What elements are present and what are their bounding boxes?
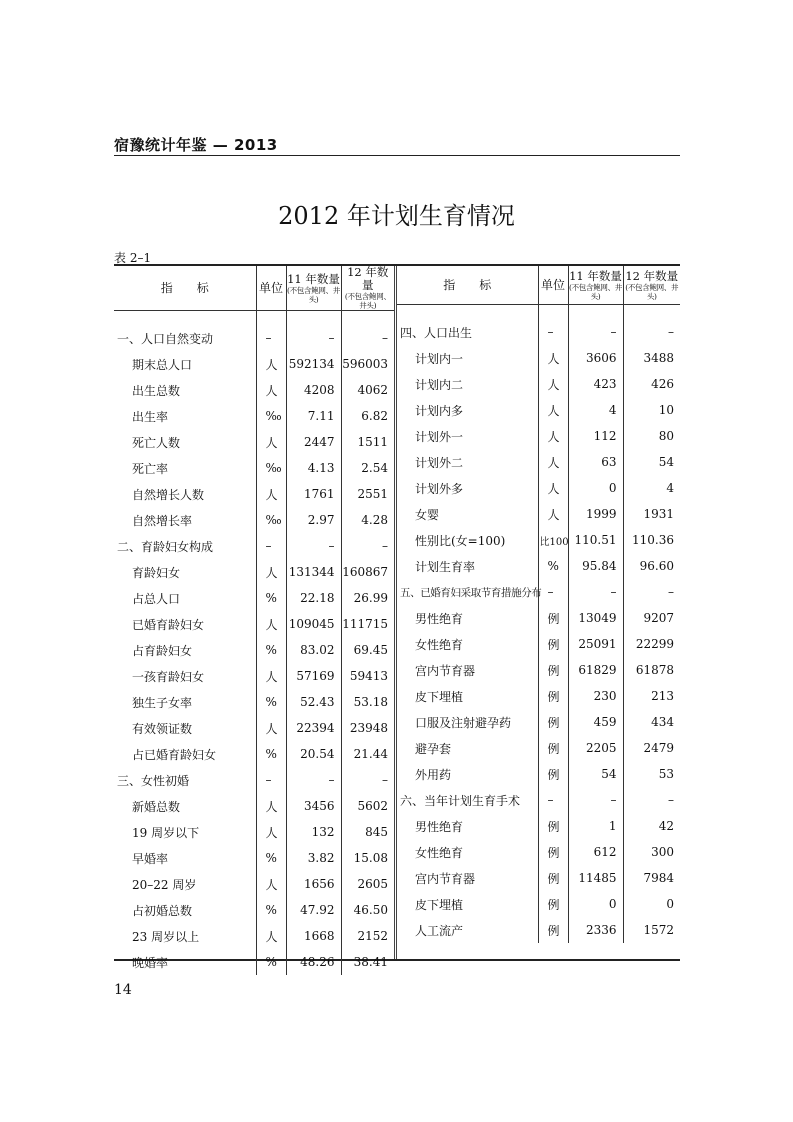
table-row	[114, 403, 394, 429]
table-row	[114, 559, 394, 585]
value-2012-cell: 1931	[623, 501, 680, 527]
value-2012-cell: 434	[623, 709, 680, 735]
value-2012-cell: 46.50	[341, 897, 394, 923]
indicator-cell: 外用药	[415, 767, 452, 782]
unit-cell: %	[256, 845, 286, 871]
unit-cell: 人	[538, 345, 568, 371]
indicator-cell: 已婚育龄妇女	[132, 617, 205, 632]
qty12-label: 12 年数量	[625, 268, 679, 283]
value-2011-cell: 13049	[568, 605, 623, 631]
page-number: 14	[114, 982, 132, 998]
value-2011-cell: –	[286, 311, 341, 352]
value-2011-cell: 4.13	[286, 455, 341, 481]
indicator-cell: 占育龄妇女	[132, 643, 193, 658]
unit-cell: 人	[256, 871, 286, 897]
unit-cell: 人	[256, 611, 286, 637]
table-row	[397, 683, 680, 709]
unit-cell: –	[538, 579, 568, 605]
left-table-body	[114, 311, 394, 976]
table-row	[114, 767, 394, 793]
unit-header: 单位	[256, 266, 286, 311]
table-row	[397, 397, 680, 423]
value-2011-cell: 1	[568, 813, 623, 839]
unit-cell: 例	[538, 761, 568, 787]
table-row	[114, 819, 394, 845]
indicator-cell: 自然增长人数	[132, 487, 205, 502]
left-panel	[114, 265, 397, 970]
value-2012-cell: 23948	[341, 715, 394, 741]
value-2011-cell: 112	[568, 423, 623, 449]
value-2011-cell: –	[568, 305, 623, 346]
value-2012-cell: 59413	[341, 663, 394, 689]
value-2011-cell: 2.97	[286, 507, 341, 533]
table-row	[397, 449, 680, 475]
value-2012-cell: 4062	[341, 377, 394, 403]
table-row	[397, 371, 680, 397]
unit-cell: 比100	[538, 527, 568, 553]
unit-cell: 人	[256, 819, 286, 845]
unit-cell: %	[256, 585, 286, 611]
table-row	[114, 637, 394, 663]
table-row	[114, 949, 394, 975]
indicator-cell: 女性绝育	[415, 845, 464, 860]
value-2012-cell: 213	[623, 683, 680, 709]
table-row	[397, 709, 680, 735]
value-2012-cell: 10	[623, 397, 680, 423]
value-2012-cell: 5602	[341, 793, 394, 819]
table-row	[114, 923, 394, 949]
table-row	[114, 871, 394, 897]
unit-header: 单位	[538, 266, 568, 305]
indicator-cell: 育龄妇女	[132, 565, 181, 580]
value-2012-cell: –	[341, 311, 394, 352]
value-2012-cell: 42	[623, 813, 680, 839]
indicator-cell: 计划内多	[415, 403, 464, 418]
value-2012-cell: 53.18	[341, 689, 394, 715]
header-row	[397, 266, 680, 305]
value-2012-cell: 1511	[341, 429, 394, 455]
qty12-header	[341, 266, 394, 311]
unit-cell: 例	[538, 735, 568, 761]
value-2011-cell: 3456	[286, 793, 341, 819]
table-row	[397, 475, 680, 501]
value-2012-cell: 9207	[623, 605, 680, 631]
value-2011-cell: 52.43	[286, 689, 341, 715]
unit-cell: 人	[256, 481, 286, 507]
value-2011-cell: –	[568, 579, 623, 605]
value-2011-cell: 1999	[568, 501, 623, 527]
indicator-cell: 性别比(女=100)	[415, 533, 506, 548]
value-2012-cell: 61878	[623, 657, 680, 683]
qty11-header	[568, 266, 623, 305]
table-row	[114, 741, 394, 767]
indicator-cell: 死亡率	[132, 461, 169, 476]
qty11-note: (不包含鲍网、井头)	[568, 282, 623, 301]
value-2011-cell: 459	[568, 709, 623, 735]
table-row	[114, 663, 394, 689]
indicator-cell: 有效领证数	[132, 721, 193, 736]
indicator-cell: 出生率	[132, 409, 169, 424]
indicator-cell: 20–22 周岁	[132, 877, 197, 892]
unit-cell: 人	[256, 923, 286, 949]
qty12-note: (不包含鲍网、井头)	[625, 282, 679, 301]
indicator-cell: 人工流产	[415, 923, 464, 938]
indicator-cell: 一孩育龄妇女	[132, 669, 205, 684]
table-row	[397, 501, 680, 527]
value-2011-cell: 95.84	[568, 553, 623, 579]
unit-cell: 例	[538, 839, 568, 865]
indicator-cell: 二、育龄妇女构成	[117, 539, 214, 554]
table-row	[397, 527, 680, 553]
value-2011-cell: 2205	[568, 735, 623, 761]
value-2012-cell: 2605	[341, 871, 394, 897]
unit-cell: –	[256, 311, 286, 352]
value-2011-cell: 61829	[568, 657, 623, 683]
value-2012-cell: –	[341, 533, 394, 559]
indicator-cell: 占初婚总数	[132, 903, 193, 918]
table-row	[397, 605, 680, 631]
value-2012-cell: 21.44	[341, 741, 394, 767]
indicator-cell: 自然增长率	[132, 513, 193, 528]
unit-cell: 人	[538, 449, 568, 475]
unit-cell: ‰	[256, 507, 286, 533]
indicator-cell: 一、人口自然变动	[117, 331, 214, 346]
value-2011-cell: 2447	[286, 429, 341, 455]
table-label: 表 2–1	[114, 251, 152, 265]
table-row	[397, 839, 680, 865]
value-2011-cell: 0	[568, 475, 623, 501]
indicator-cell: 三、女性初婚	[117, 773, 190, 788]
page-title: 2012 年计划生育情况	[278, 202, 515, 230]
indicator-cell: 宫内节育器	[415, 663, 476, 678]
value-2011-cell: 110.51	[568, 527, 623, 553]
value-2011-cell: 131344	[286, 559, 341, 585]
value-2012-cell: 596003	[341, 351, 394, 377]
value-2011-cell: –	[286, 767, 341, 793]
qty12-note: (不包含鲍网、井头)	[344, 292, 391, 310]
indicator-header: 指 标	[397, 266, 538, 305]
value-2011-cell: 25091	[568, 631, 623, 657]
header-row	[114, 266, 394, 311]
unit-cell: %	[256, 637, 286, 663]
value-2012-cell: 22299	[623, 631, 680, 657]
indicator-cell: 19 周岁以下	[132, 825, 200, 840]
value-2012-cell: 96.60	[623, 553, 680, 579]
unit-cell: 人	[256, 793, 286, 819]
indicator-cell: 早婚率	[132, 851, 169, 866]
value-2012-cell: –	[341, 767, 394, 793]
left-table	[114, 266, 394, 975]
unit-cell: 人	[256, 351, 286, 377]
table-row	[397, 423, 680, 449]
indicator-cell: 期末总人口	[132, 357, 193, 372]
indicator-header: 指 标	[114, 266, 256, 311]
indicator-cell: 新婚总数	[132, 799, 181, 814]
unit-cell: %	[256, 741, 286, 767]
unit-cell: 例	[538, 891, 568, 917]
unit-cell: %	[256, 949, 286, 975]
value-2011-cell: 54	[568, 761, 623, 787]
table-row	[114, 897, 394, 923]
table-row	[114, 585, 394, 611]
value-2011-cell: 3606	[568, 345, 623, 371]
value-2011-cell: 1668	[286, 923, 341, 949]
value-2011-cell: 1656	[286, 871, 341, 897]
unit-cell: –	[538, 305, 568, 346]
indicator-cell: 计划内一	[415, 351, 464, 366]
value-2012-cell: 1572	[623, 917, 680, 943]
value-2012-cell: 300	[623, 839, 680, 865]
indicator-cell: 四、人口出生	[400, 325, 473, 340]
table-row	[114, 715, 394, 741]
table-row	[397, 579, 680, 605]
table-row	[114, 429, 394, 455]
unit-cell: –	[256, 533, 286, 559]
table-row	[114, 533, 394, 559]
table-row	[114, 845, 394, 871]
indicator-cell: 出生总数	[132, 383, 181, 398]
indicator-cell: 占已婚育龄妇女	[132, 747, 217, 762]
unit-cell: 人	[256, 377, 286, 403]
value-2011-cell: 11485	[568, 865, 623, 891]
value-2012-cell: –	[623, 305, 680, 346]
right-table	[397, 266, 680, 943]
indicator-cell: 五、已婚育妇采取节育措施分布	[400, 586, 542, 599]
value-2012-cell: 2551	[341, 481, 394, 507]
value-2011-cell: 1761	[286, 481, 341, 507]
value-2012-cell: 111715	[341, 611, 394, 637]
indicator-cell: 死亡人数	[132, 435, 181, 450]
table-row	[397, 735, 680, 761]
qty12-label: 12 年数量	[347, 265, 389, 292]
table-row	[397, 553, 680, 579]
value-2011-cell: 592134	[286, 351, 341, 377]
table-row	[397, 631, 680, 657]
value-2011-cell: 7.11	[286, 403, 341, 429]
value-2012-cell: 845	[341, 819, 394, 845]
unit-cell: %	[256, 689, 286, 715]
value-2012-cell: 15.08	[341, 845, 394, 871]
value-2011-cell: 0	[568, 891, 623, 917]
unit-cell: 例	[538, 865, 568, 891]
indicator-cell: 独生子女率	[132, 695, 193, 710]
table-row	[114, 611, 394, 637]
value-2011-cell: 132	[286, 819, 341, 845]
unit-cell: 人	[538, 501, 568, 527]
value-2012-cell: 7984	[623, 865, 680, 891]
qty12-header	[623, 266, 680, 305]
value-2012-cell: 160867	[341, 559, 394, 585]
indicator-cell: 计划外多	[415, 481, 464, 496]
unit-cell: %	[256, 897, 286, 923]
qty11-label: 11 年数量	[287, 271, 340, 286]
indicator-cell: 计划生育率	[415, 559, 476, 574]
unit-cell: 人	[256, 429, 286, 455]
indicator-cell: 口服及注射避孕药	[415, 715, 512, 730]
value-2011-cell: –	[286, 533, 341, 559]
indicator-cell: 晚婚率	[132, 955, 169, 970]
value-2011-cell: 47.92	[286, 897, 341, 923]
unit-cell: 例	[538, 657, 568, 683]
value-2012-cell: –	[623, 579, 680, 605]
table-row	[114, 507, 394, 533]
value-2012-cell: 80	[623, 423, 680, 449]
table-row	[114, 351, 394, 377]
table-row	[114, 793, 394, 819]
value-2012-cell: 110.36	[623, 527, 680, 553]
right-panel	[397, 266, 680, 959]
indicator-cell: 宫内节育器	[415, 871, 476, 886]
running-head: 宿豫统计年鉴 — 2013	[114, 136, 278, 154]
table-row	[397, 865, 680, 891]
unit-cell: 例	[538, 683, 568, 709]
value-2012-cell: –	[623, 787, 680, 813]
indicator-cell: 男性绝育	[415, 819, 464, 834]
unit-cell: %	[538, 553, 568, 579]
value-2012-cell: 69.45	[341, 637, 394, 663]
table-row	[397, 813, 680, 839]
unit-cell: 例	[538, 917, 568, 943]
value-2011-cell: –	[568, 787, 623, 813]
value-2012-cell: 54	[623, 449, 680, 475]
value-2011-cell: 22394	[286, 715, 341, 741]
right-table-body	[397, 305, 680, 944]
value-2012-cell: 53	[623, 761, 680, 787]
indicator-cell: 占总人口	[132, 591, 181, 606]
value-2011-cell: 22.18	[286, 585, 341, 611]
unit-cell: 例	[538, 709, 568, 735]
value-2011-cell: 3.82	[286, 845, 341, 871]
indicator-cell: 计划外二	[415, 455, 464, 470]
indicator-cell: 男性绝育	[415, 611, 464, 626]
value-2012-cell: 38.41	[341, 949, 394, 975]
value-2011-cell: 4	[568, 397, 623, 423]
value-2011-cell: 612	[568, 839, 623, 865]
unit-cell: ‰	[256, 403, 286, 429]
unit-cell: 人	[538, 475, 568, 501]
indicator-cell: 23 周岁以上	[132, 929, 200, 944]
table-row	[397, 305, 680, 346]
unit-cell: –	[256, 767, 286, 793]
value-2012-cell: 4	[623, 475, 680, 501]
value-2012-cell: 3488	[623, 345, 680, 371]
table-row	[397, 345, 680, 371]
unit-cell: 人	[256, 715, 286, 741]
table-row	[114, 481, 394, 507]
unit-cell: 人	[538, 423, 568, 449]
statistics-table	[114, 264, 680, 970]
value-2011-cell: 4208	[286, 377, 341, 403]
indicator-cell: 皮下埋植	[415, 897, 464, 912]
table-row	[397, 917, 680, 943]
indicator-cell: 女性绝育	[415, 637, 464, 652]
qty11-header	[286, 266, 341, 311]
value-2011-cell: 83.02	[286, 637, 341, 663]
table-row	[397, 787, 680, 813]
unit-cell: ‰	[256, 455, 286, 481]
value-2011-cell: 423	[568, 371, 623, 397]
value-2012-cell: 4.28	[341, 507, 394, 533]
value-2012-cell: 26.99	[341, 585, 394, 611]
value-2012-cell: 2152	[341, 923, 394, 949]
value-2011-cell: 20.54	[286, 741, 341, 767]
value-2012-cell: 2.54	[341, 455, 394, 481]
value-2011-cell: 57169	[286, 663, 341, 689]
indicator-cell: 计划内二	[415, 377, 464, 392]
unit-cell: 例	[538, 813, 568, 839]
header-rule	[114, 155, 680, 156]
qty11-note: (不包含鲍网、井头)	[286, 285, 341, 304]
qty11-label: 11 年数量	[569, 268, 622, 283]
value-2011-cell: 230	[568, 683, 623, 709]
table-row	[114, 689, 394, 715]
indicator-cell: 避孕套	[415, 741, 452, 756]
indicator-cell: 女婴	[415, 507, 440, 522]
unit-cell: 人	[256, 663, 286, 689]
table-row	[114, 377, 394, 403]
value-2012-cell: 6.82	[341, 403, 394, 429]
table-row	[397, 657, 680, 683]
unit-cell: –	[538, 787, 568, 813]
value-2011-cell: 63	[568, 449, 623, 475]
table-row	[397, 891, 680, 917]
table-row	[114, 455, 394, 481]
value-2011-cell: 48.26	[286, 949, 341, 975]
value-2011-cell: 109045	[286, 611, 341, 637]
unit-cell: 例	[538, 605, 568, 631]
indicator-cell: 计划外一	[415, 429, 464, 444]
unit-cell: 例	[538, 631, 568, 657]
indicator-cell: 皮下埋植	[415, 689, 464, 704]
value-2011-cell: 2336	[568, 917, 623, 943]
unit-cell: 人	[538, 397, 568, 423]
indicator-cell: 六、当年计划生育手术	[400, 793, 521, 808]
unit-cell: 人	[538, 371, 568, 397]
value-2012-cell: 426	[623, 371, 680, 397]
table-row	[114, 311, 394, 352]
table-row	[397, 761, 680, 787]
unit-cell: 人	[256, 559, 286, 585]
value-2012-cell: 2479	[623, 735, 680, 761]
value-2012-cell: 0	[623, 891, 680, 917]
